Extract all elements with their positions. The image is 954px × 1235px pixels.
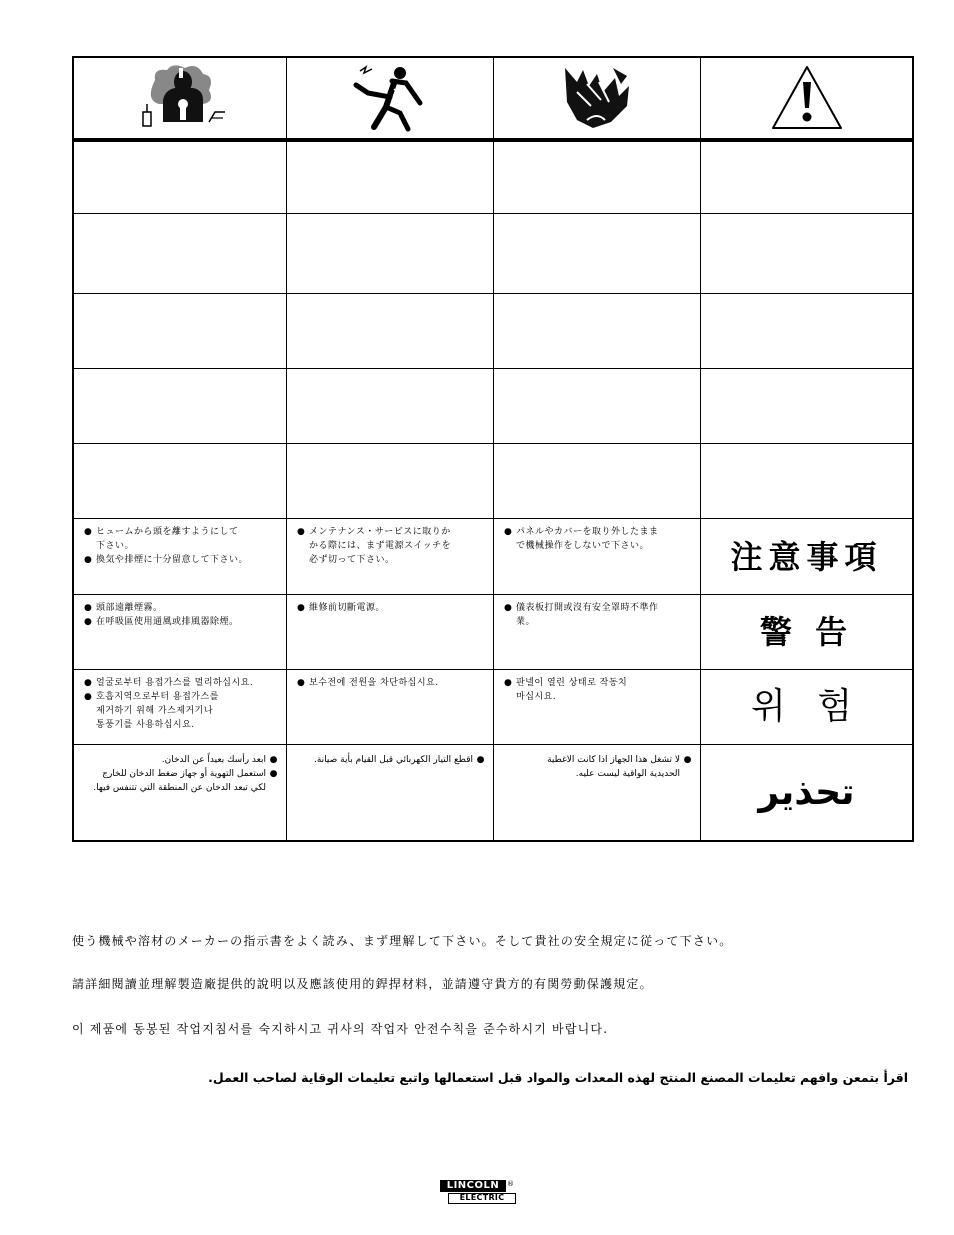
warning-line: ● メンテナンス・サービスに取りか [297, 525, 485, 539]
moving-parts-cell [494, 58, 701, 138]
chinese-fumes-text [74, 595, 287, 669]
shock-cell [287, 58, 494, 138]
empty-row [74, 369, 912, 444]
warning-line: الحديدية الواقية ليست عليه. [575, 769, 680, 779]
fumes-hazard-icon [135, 60, 225, 136]
safety-warning-table [72, 56, 914, 842]
warning-line: ● ヒュームから頭を離すようにして [84, 525, 278, 539]
korean-heading: 위 험 [751, 686, 862, 727]
moving-parts-icon [557, 62, 637, 134]
empty-row [74, 444, 912, 519]
warning-line: لكي تبعد الدخان عن المنطقة التي تتنفس فيها. [93, 783, 266, 793]
arabic-warning-row [74, 745, 912, 840]
warning-line: 마십시요. [516, 692, 557, 702]
lincoln-electric-logo [440, 1180, 516, 1206]
empty-cell [494, 444, 701, 518]
empty-row [74, 214, 912, 294]
empty-cell [494, 294, 701, 368]
logo-line2: ELECTRIC [448, 1193, 516, 1204]
empty-cell [287, 294, 494, 368]
warning-line: 통풍기를 사용하십시요. [96, 720, 195, 730]
warning-line: で機械操作をしないで下さい。 [516, 541, 650, 551]
japanese-fumes-text [74, 519, 287, 594]
icon-row [74, 58, 912, 142]
footer-japanese: 使う機械や溶材のメーカーの指示書をよく読み、まず理解して下さい。そして貴社の安全規定に従って下さい。 [72, 934, 733, 948]
chinese-warning-row [74, 595, 912, 670]
korean-warning-row [74, 670, 912, 745]
empty-cell [74, 294, 287, 368]
korean-fumes-text [74, 670, 287, 744]
warning-line: ● 換気や排煙に十分留意して下さい。 [84, 553, 278, 567]
empty-cell [287, 142, 494, 213]
empty-cell [287, 214, 494, 293]
japanese-warning-row [74, 519, 912, 595]
korean-shock-text [287, 670, 494, 744]
empty-cell [494, 214, 701, 293]
warning-line: ● 얼굴로부터 용접가스를 멀리하십시요. [84, 676, 278, 690]
warning-line: かる際には、まず電源スイッチを [309, 541, 452, 551]
korean-moving-parts-text [494, 670, 701, 744]
warning-line: 業。 [516, 617, 536, 627]
warning-line: ● لا تشغل هذا الجهاز اذا كانت الاغطية [502, 753, 692, 767]
footer-chinese: 請詳細閱讀並理解製造廠提供的說明以及應該使用的銲捍材料，並請遵守貴方的有関勞動保護規定。 [72, 977, 653, 991]
arabic-heading: تحذير [758, 771, 855, 813]
chinese-moving-parts-text [494, 595, 701, 669]
empty-cell [701, 294, 912, 368]
empty-cell [287, 444, 494, 518]
arabic-shock-text [287, 745, 494, 840]
warning-line: ● パネルやカバーを取り外したまま [504, 525, 692, 539]
warning-line: ● 頭部遠離煙霧。 [84, 601, 278, 615]
japanese-moving-parts-text [494, 519, 701, 594]
empty-cell [74, 214, 287, 293]
empty-cell [74, 444, 287, 518]
warning-line: ● استعمل التهوية أو جهاز ضغط الدخان للخارج [82, 767, 278, 781]
arabic-moving-parts-text [494, 745, 701, 840]
warning-line: ● 판넬이 열린 상태로 작동치 [504, 676, 692, 690]
warning-line: ● 儀表板打開或沒有安全罩時不準作 [504, 601, 692, 615]
warning-line: ● 보수전에 전원을 차단하십시요. [297, 676, 485, 690]
empty-cell [74, 142, 287, 213]
empty-cell [701, 444, 912, 518]
warning-line: ● اقطع التيار الكهربائي قبل القيام بأية صيانة. [295, 753, 485, 767]
arabic-fumes-text [74, 745, 287, 840]
fumes-cell [74, 58, 287, 138]
empty-row [74, 142, 912, 214]
logo-line1: LINCOLN [440, 1180, 506, 1192]
warning-line: 제거하기 위해 가스제거기나 [96, 706, 214, 716]
electric-shock-icon [350, 63, 430, 133]
chinese-shock-text [287, 595, 494, 669]
warning-line: ● 호흡지역으로부터 용접가스를 [84, 690, 278, 704]
empty-cell [74, 369, 287, 443]
caution-cell [701, 58, 912, 138]
warning-line: ● 維修前切斷電源。 [297, 601, 485, 615]
registered-mark: ® [507, 1180, 514, 1188]
empty-cell [701, 214, 912, 293]
chinese-heading: 警 告 [759, 613, 854, 651]
japanese-heading: 注意事項 [730, 537, 883, 576]
warning-line: 必ず切って下さい。 [309, 555, 395, 565]
warning-triangle-icon [770, 64, 844, 132]
empty-cell [494, 142, 701, 213]
footer-arabic: اقرأ بتمعن وافهم تعليمات المصنع المنتج لهذه المعدات والمواد قبل استعمالها واتبع تعليمات الوقاية لصاحب العمل. [208, 1070, 908, 1085]
empty-row [74, 294, 912, 369]
empty-cell [701, 142, 912, 213]
empty-cell [701, 369, 912, 443]
footer-korean: 이 제품에 동봉된 작업지침서를 숙지하시고 귀사의 작업자 안전수칙을 준수하시기 바랍니다. [72, 1022, 609, 1036]
warning-line: ● 在呼吸區使用通風或排風器除煙。 [84, 615, 278, 629]
japanese-shock-text [287, 519, 494, 594]
warning-line: ● ابعد رأسك بعيداً عن الدخان. [82, 753, 278, 767]
empty-cell [494, 369, 701, 443]
warning-line: 下さい。 [96, 541, 135, 551]
empty-cell [287, 369, 494, 443]
